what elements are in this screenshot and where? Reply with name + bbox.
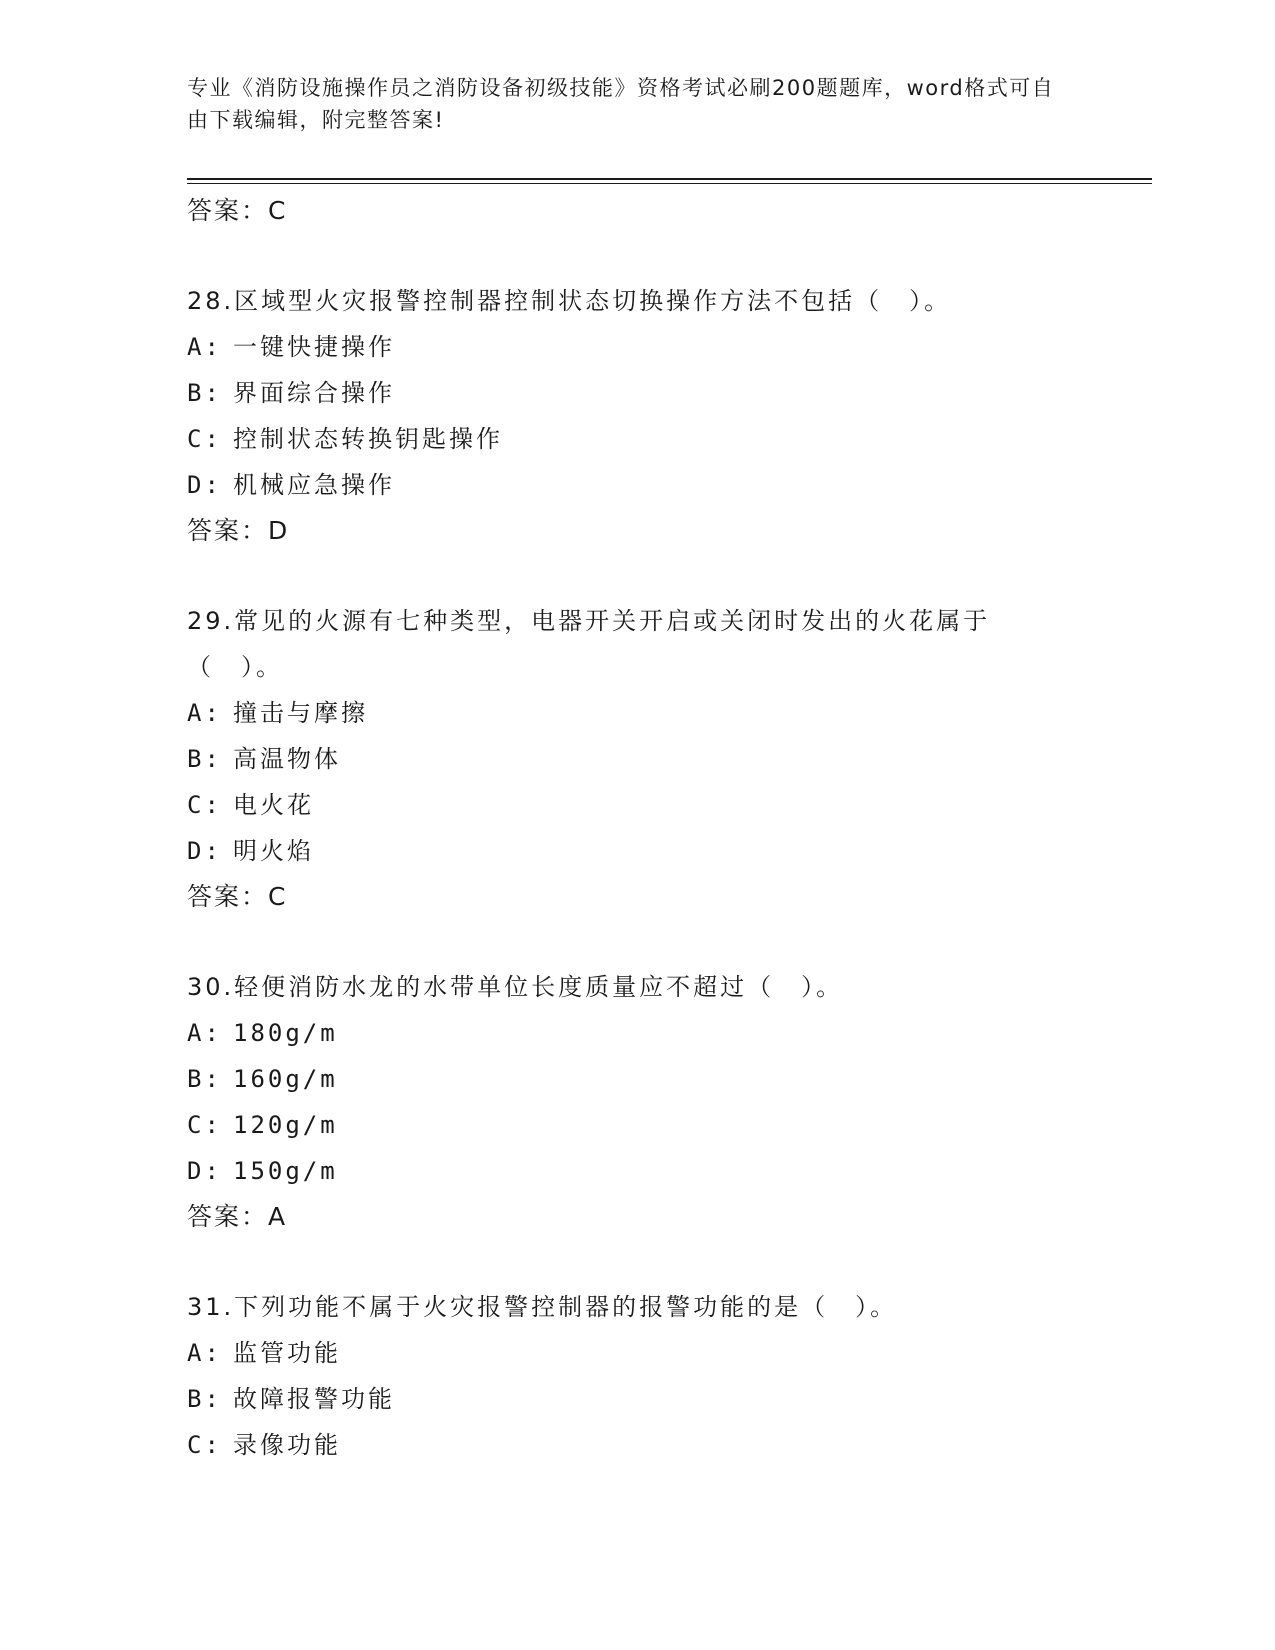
option-text: 监管功能 (233, 1339, 341, 1367)
option-letter: B: (187, 1385, 222, 1413)
question-block (187, 278, 1087, 554)
option-text: 一键快捷操作 (233, 333, 395, 361)
option-letter: B: (187, 1065, 222, 1093)
option-text: 控制状态转换钥匙操作 (233, 425, 503, 453)
question-block (187, 964, 1087, 1240)
option-letter: C: (187, 1431, 222, 1459)
option-c (187, 1102, 1087, 1148)
option-letter: D: (187, 471, 222, 499)
option-text: 高温物体 (233, 745, 341, 773)
document-header: 专业《消防设施操作员之消防设备初级技能》资格考试必刷200题题库，word格式可自由下载编辑，附完整答案! (187, 76, 1055, 132)
option-b (187, 1376, 1087, 1422)
option-letter: C: (187, 791, 222, 819)
header-divider-thin (187, 183, 1152, 184)
option-c (187, 782, 1087, 828)
option-text: 180g/m (233, 1019, 338, 1047)
option-text: 机械应急操作 (233, 471, 395, 499)
option-b (187, 736, 1087, 782)
option-letter: B: (187, 379, 222, 407)
option-d (187, 462, 1087, 508)
option-text: 电火花 (233, 791, 314, 819)
option-text: 120g/m (233, 1111, 338, 1139)
question-stem: 28.区域型火灾报警控制器控制状态切换操作方法不包括（ ）。 (187, 287, 952, 315)
option-b (187, 370, 1087, 416)
option-letter: C: (187, 1111, 222, 1139)
option-text: 录像功能 (233, 1431, 341, 1459)
option-text: 150g/m (233, 1157, 338, 1185)
option-a (187, 690, 1087, 736)
option-a (187, 1010, 1087, 1056)
question-stem: 29.常见的火源有七种类型，电器开关开启或关闭时发出的火花属于（ ）。 (187, 607, 991, 681)
option-text: 故障报警功能 (233, 1385, 395, 1413)
question-stem: 30.轻便消防水龙的水带单位长度质量应不超过（ ）。 (187, 973, 844, 1001)
option-letter: A: (187, 1339, 222, 1367)
header-divider-thick (187, 178, 1152, 180)
question-block (187, 598, 1087, 920)
option-text: 160g/m (233, 1065, 338, 1093)
option-d (187, 1148, 1087, 1194)
option-letter: A: (187, 1019, 222, 1047)
option-text: 界面综合操作 (233, 379, 395, 407)
option-letter: D: (187, 1157, 222, 1185)
option-letter: A: (187, 333, 222, 361)
option-text: 撞击与摩擦 (233, 699, 368, 727)
answer-line: 答案：C (187, 882, 288, 911)
option-letter: B: (187, 745, 222, 773)
question-list (187, 188, 1087, 1468)
option-text: 明火焰 (233, 837, 314, 865)
option-c (187, 1422, 1087, 1468)
option-a (187, 324, 1087, 370)
answer-line: 答案：D (187, 516, 290, 545)
question-block (187, 1284, 1087, 1468)
option-letter: D: (187, 837, 222, 865)
answer-line: 答案：A (187, 1202, 288, 1231)
answer-line: 答案：C (187, 196, 288, 225)
option-b (187, 1056, 1087, 1102)
option-a (187, 1330, 1087, 1376)
question-stem: 31.下列功能不属于火灾报警控制器的报警功能的是（ ）。 (187, 1293, 898, 1321)
option-c (187, 416, 1087, 462)
option-letter: A: (187, 699, 222, 727)
option-d (187, 828, 1087, 874)
option-letter: C: (187, 425, 222, 453)
